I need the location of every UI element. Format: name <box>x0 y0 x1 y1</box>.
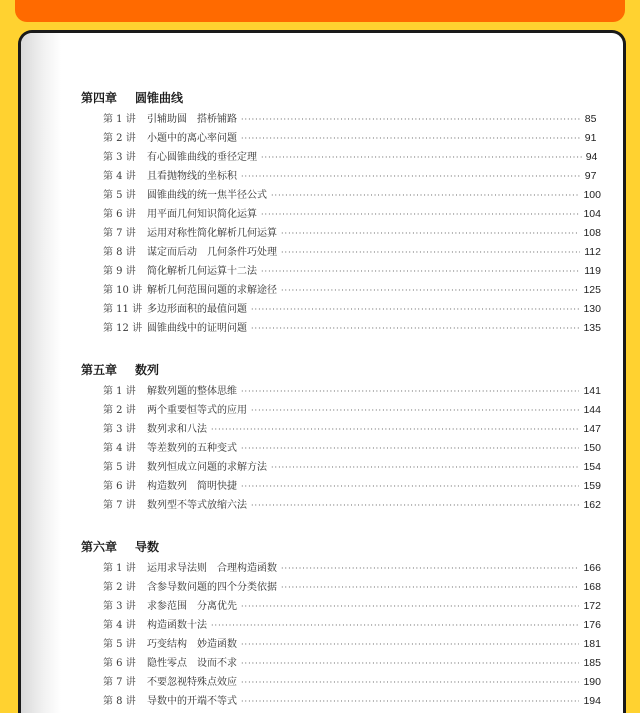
lecture-number: 第 9 讲 <box>103 266 136 277</box>
page-number: 94 <box>585 151 598 163</box>
lecture-number: 第 11 讲 <box>103 304 143 315</box>
dot-leader <box>281 559 579 578</box>
toc-entry[interactable] <box>81 578 601 597</box>
lecture-number: 第 6 讲 <box>103 658 136 669</box>
page-number: 119 <box>584 265 601 277</box>
dot-leader <box>261 205 579 224</box>
toc-page <box>18 30 626 713</box>
dot-leader <box>241 439 579 458</box>
toc-entry[interactable] <box>81 319 601 338</box>
toc-entry[interactable] <box>81 654 601 673</box>
lecture-number: 第 3 讲 <box>103 601 136 612</box>
dot-leader <box>251 401 579 420</box>
lecture-title: 圆锥曲线中的证明问题 <box>147 323 247 334</box>
dot-leader <box>241 597 579 616</box>
toc-entry[interactable] <box>81 300 601 319</box>
lecture-title: 构造函数十法 <box>147 620 207 631</box>
dot-leader <box>281 224 579 243</box>
chapter-heading <box>81 88 601 108</box>
lecture-number: 第 1 讲 <box>103 386 136 397</box>
lecture-number: 第 8 讲 <box>103 247 136 258</box>
toc-entry[interactable] <box>81 148 601 167</box>
lecture-title: 数列求和八法 <box>147 424 207 435</box>
dot-leader <box>241 673 579 692</box>
lecture-title: 有心圆锥曲线的垂径定理 <box>147 152 257 163</box>
lecture-title: 数列恒成立问题的求解方法 <box>147 462 267 473</box>
page-spine-shadow <box>21 33 61 713</box>
lecture-number: 第 12 讲 <box>103 323 143 334</box>
lecture-list <box>81 110 601 338</box>
page-number: 104 <box>583 208 601 220</box>
lecture-number: 第 3 讲 <box>103 152 136 163</box>
toc-entry[interactable] <box>81 420 601 439</box>
lecture-title: 隐性零点 设而不求 <box>147 658 237 669</box>
lecture-title: 等差数列的五种变式 <box>147 443 237 454</box>
page-number: 190 <box>583 676 601 688</box>
lecture-title: 运用求导法则 合理构造函数 <box>147 563 277 574</box>
page-number: 85 <box>584 113 597 125</box>
lecture-title: 多边形面积的最值问题 <box>147 304 247 315</box>
page-number: 194 <box>583 695 601 707</box>
lecture-title: 引辅助圆 搭桥铺路 <box>147 114 237 125</box>
lecture-title: 简化解析几何运算十二法 <box>147 266 257 277</box>
lecture-number: 第 5 讲 <box>103 639 136 650</box>
lecture-number: 第 7 讲 <box>103 677 136 688</box>
dot-leader <box>241 654 579 673</box>
toc-entry[interactable] <box>81 262 601 281</box>
lecture-number: 第 4 讲 <box>103 620 136 631</box>
top-banner <box>15 0 625 22</box>
toc-entry[interactable] <box>81 458 601 477</box>
toc-entry[interactable] <box>81 110 601 129</box>
dot-leader <box>281 578 579 597</box>
page-number: 97 <box>584 170 597 182</box>
toc-entry[interactable] <box>81 439 601 458</box>
page-number: 166 <box>583 562 601 574</box>
toc-entry[interactable] <box>81 616 601 635</box>
dot-leader <box>251 300 579 319</box>
chapter-section <box>81 360 601 515</box>
page-number: 159 <box>583 480 601 492</box>
lecture-number: 第 6 讲 <box>103 481 136 492</box>
dot-leader <box>211 616 579 635</box>
lecture-number: 第 6 讲 <box>103 209 136 220</box>
lecture-number: 第 4 讲 <box>103 171 136 182</box>
lecture-list <box>81 382 601 515</box>
lecture-number: 第 1 讲 <box>103 563 136 574</box>
dot-leader <box>241 692 579 711</box>
lecture-title: 巧变结构 妙造函数 <box>147 639 237 650</box>
page-number: 144 <box>583 404 601 416</box>
dot-leader <box>261 262 580 281</box>
dot-leader <box>241 635 579 654</box>
lecture-title: 谋定而后动 几何条件巧处理 <box>147 247 277 258</box>
lecture-title: 圆锥曲线的统一焦半径公式 <box>147 190 267 201</box>
page-number: 125 <box>583 284 601 296</box>
dot-leader <box>281 243 580 262</box>
page-number: 168 <box>583 581 601 593</box>
dot-leader <box>271 458 579 477</box>
lecture-number: 第 7 讲 <box>103 228 136 239</box>
page-number: 130 <box>583 303 601 315</box>
chapter-title: 圆锥曲线 <box>135 91 184 105</box>
chapter-section <box>81 88 601 338</box>
lecture-title: 且看抛物线的坐标积 <box>147 171 237 182</box>
toc-entry[interactable] <box>81 496 601 515</box>
lecture-number: 第 10 讲 <box>103 285 143 296</box>
dot-leader <box>261 148 582 167</box>
lecture-title: 运用对称性简化解析几何运算 <box>147 228 277 239</box>
dot-leader <box>241 382 579 401</box>
dot-leader <box>241 477 579 496</box>
toc-entry[interactable] <box>81 167 601 186</box>
toc-entry[interactable] <box>81 281 601 300</box>
toc-entry[interactable] <box>81 224 601 243</box>
lecture-list <box>81 559 601 711</box>
toc-entry[interactable] <box>81 243 601 262</box>
lecture-number: 第 3 讲 <box>103 424 136 435</box>
lecture-number: 第 8 讲 <box>103 696 136 707</box>
toc-entry[interactable] <box>81 692 601 711</box>
page-number: 181 <box>583 638 601 650</box>
lecture-number: 第 4 讲 <box>103 443 136 454</box>
dot-leader <box>211 420 579 439</box>
page-number: 176 <box>583 619 601 631</box>
table-of-contents <box>81 88 601 713</box>
dot-leader <box>251 319 579 338</box>
page-number: 108 <box>583 227 601 239</box>
chapter-number: 第六章 <box>81 540 118 554</box>
lecture-title: 求参范围 分离优先 <box>147 601 237 612</box>
dot-leader <box>241 167 581 186</box>
page-number: 91 <box>584 132 597 144</box>
lecture-number: 第 2 讲 <box>103 133 136 144</box>
toc-entry[interactable] <box>81 559 601 578</box>
page-number: 100 <box>583 189 601 201</box>
lecture-title: 含参导数问题的四个分类依据 <box>147 582 277 593</box>
chapter-number: 第四章 <box>81 91 118 105</box>
toc-entry[interactable] <box>81 382 601 401</box>
chapter-title: 导数 <box>135 540 160 554</box>
lecture-number: 第 5 讲 <box>103 462 136 473</box>
chapter-heading <box>81 537 601 557</box>
lecture-number: 第 2 讲 <box>103 582 136 593</box>
toc-entry[interactable] <box>81 597 601 616</box>
dot-leader <box>281 281 579 300</box>
toc-entry[interactable] <box>81 477 601 496</box>
toc-entry[interactable] <box>81 205 601 224</box>
lecture-title: 解数列题的整体思维 <box>147 386 237 397</box>
lecture-title: 不要忽视特殊点效应 <box>147 677 237 688</box>
dot-leader <box>271 186 579 205</box>
page-number: 147 <box>583 423 601 435</box>
dot-leader <box>241 110 581 129</box>
chapter-section <box>81 537 601 711</box>
lecture-title: 导数中的开端不等式 <box>147 696 237 707</box>
page-number: 185 <box>583 657 601 669</box>
lecture-number: 第 2 讲 <box>103 405 136 416</box>
chapter-number: 第五章 <box>81 363 118 377</box>
chapter-heading <box>81 360 601 380</box>
lecture-title: 构造数列 简明快捷 <box>147 481 237 492</box>
dot-leader <box>251 496 579 515</box>
lecture-title: 数列型不等式放缩六法 <box>147 500 247 511</box>
lecture-title: 两个重要恒等式的应用 <box>147 405 247 416</box>
page-number: 150 <box>583 442 601 454</box>
toc-entry[interactable] <box>81 673 601 692</box>
page-number: 154 <box>583 461 601 473</box>
toc-entry[interactable] <box>81 635 601 654</box>
lecture-number: 第 5 讲 <box>103 190 136 201</box>
page-number: 141 <box>583 385 601 397</box>
toc-entry[interactable] <box>81 129 601 148</box>
lecture-number: 第 7 讲 <box>103 500 136 511</box>
toc-entry[interactable] <box>81 401 601 420</box>
page-number: 135 <box>583 322 601 334</box>
dot-leader <box>241 129 581 148</box>
lecture-number: 第 1 讲 <box>103 114 136 125</box>
chapter-title: 数列 <box>135 363 160 377</box>
page-number: 172 <box>583 600 601 612</box>
page-number: 112 <box>584 246 601 258</box>
page-number: 162 <box>583 499 601 511</box>
lecture-title: 用平面几何知识简化运算 <box>147 209 257 220</box>
toc-entry[interactable] <box>81 186 601 205</box>
lecture-title: 小题中的离心率问题 <box>147 133 237 144</box>
lecture-title: 解析几何范围问题的求解途径 <box>147 285 277 296</box>
